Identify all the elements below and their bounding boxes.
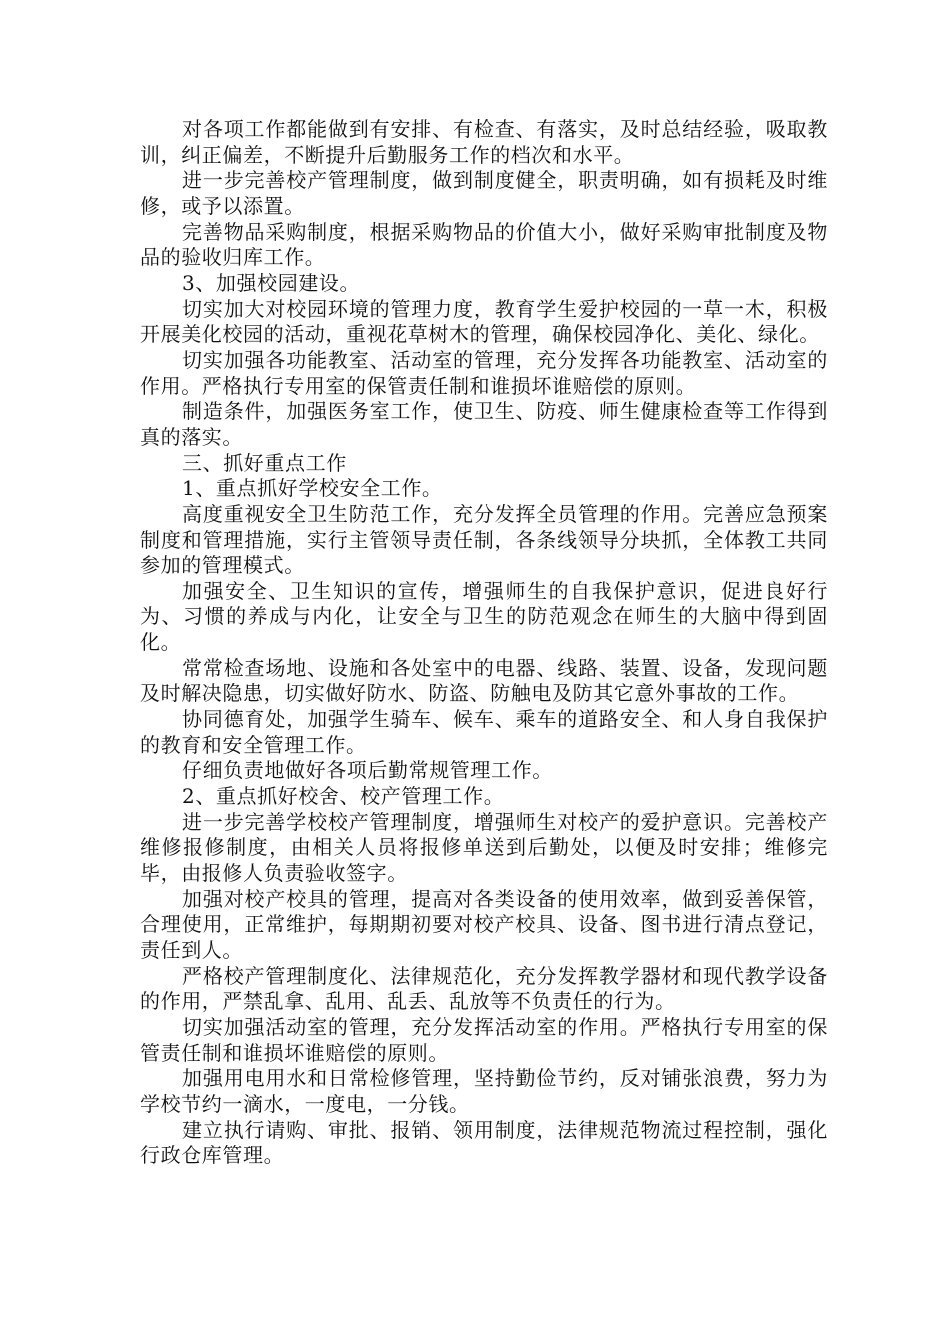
paragraph: 严格校产管理制度化、法律规范化，充分发挥教学器材和现代教学设备的作用，严禁乱拿、乱用、乱丢、乱放等不负责任的行为。 — [140, 963, 828, 1014]
paragraph: 仔细负责地做好各项后勤常规管理工作。 — [182, 758, 553, 783]
paragraph: 协同德育处，加强学生骑车、候车、乘车的道路安全、和人身自我保护的教育和安全管理工作。 — [140, 707, 828, 757]
paragraph: 制造条件，加强医务室工作，使卫生、防疫、师生健康检查等工作得到真的落实。 — [140, 399, 828, 449]
section-heading: 3、加强校园建设。 — [182, 270, 361, 295]
paragraph: 切实加大对校园环境的管理力度，教育学生爱护校园的一草一木，积极开展美化校园的活动，重视花草树木的管理，确保校园净化、美化、绿化。 — [140, 296, 828, 347]
paragraph: 加强用电用水和日常检修管理，坚持勤俭节约，反对铺张浪费，努力为学校节约一滴水，一度电，一分钱。 — [140, 1066, 828, 1116]
paragraph: 进一步完善校产管理制度，做到制度健全，职责明确，如有损耗及时维修，或予以添置。 — [140, 168, 828, 218]
paragraph: 完善物品采购制度，根据采购物品的价值大小，做好采购审批制度及物品的验收归库工作。 — [140, 219, 828, 270]
paragraph: 加强对校产校具的管理，提高对各类设备的使用效率，做到妥善保管，合理使用，正常维护，每期期初要对校产校具、设备、图书进行清点登记，责任到人。 — [140, 886, 828, 962]
section-heading: 三、抓好重点工作 — [182, 450, 347, 475]
paragraph: 切实加强活动室的管理，充分发挥活动室的作用。严格执行专用室的保管责任制和谁损坏谁赔偿的原则。 — [140, 1014, 828, 1065]
paragraph: 加强安全、卫生知识的宣传，增强师生的自我保护意识，促进良好行为、习惯的养成与内化，让安全与卫生的防范观念在师生的大脑中得到固化。 — [140, 578, 828, 655]
paragraph: 建立执行请购、审批、报销、领用制度，法律规范物流过程控制，强化行政仓库管理。 — [140, 1117, 828, 1168]
section-heading: 2、重点抓好校舍、校产管理工作。 — [182, 784, 505, 809]
paragraph: 切实加强各功能教室、活动室的管理，充分发挥各功能教室、活动室的作用。严格执行专用室的保管责任制和谁损坏谁赔偿的原则。 — [140, 347, 828, 398]
paragraph: 对各项工作都能做到有安排、有检查、有落实，及时总结经验，吸取教训，纠正偏差，不断提升后勤服务工作的档次和水平。 — [140, 117, 828, 167]
paragraph: 高度重视安全卫生防范工作，充分发挥全员管理的作用。完善应急预案制度和管理措施，实行主管领导责任制，各条线领导分块抓，全体教工共同参加的管理模式。 — [140, 501, 828, 578]
section-heading: 1、重点抓好学校安全工作。 — [182, 476, 443, 501]
paragraph: 进一步完善学校校产管理制度，增强师生对校产的爱护意识。完善校产维修报修制度，由相关人员将报修单送到后勤处，以便及时安排；维修完毕，由报修人负责验收签字。 — [140, 809, 828, 886]
document-body — [140, 117, 828, 1169]
paragraph: 常常检查场地、设施和各处室中的电器、线路、装置、设备，发现问题及时解决隐患，切实做好防水、防盗、防触电及防其它意外事故的工作。 — [140, 655, 828, 706]
